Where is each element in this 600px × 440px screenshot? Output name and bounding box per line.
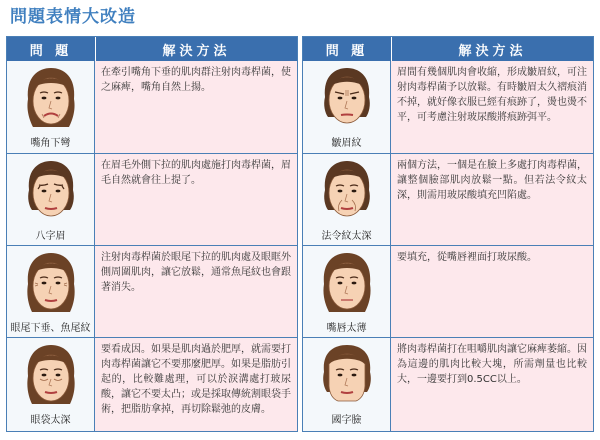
solution-text: 兩個方法，一個是在臉上多處打肉毒桿菌，讓整個臉部肌肉放鬆一點。但若法令紋太深，則需用玻尿酸填充凹陷處。: [391, 154, 593, 245]
problem-cell: [7, 61, 95, 153]
table-row: [303, 337, 593, 431]
problem-label: 八字眉: [35, 231, 66, 242]
right-table: [302, 36, 594, 432]
problem-label: 法令紋太深: [321, 231, 372, 242]
table-row: [303, 245, 593, 337]
problem-label: 嘴角下彎: [30, 138, 71, 149]
table-row: [303, 153, 593, 245]
face-mouth-corners-down-icon: [20, 65, 82, 133]
problem-cell: [303, 338, 391, 431]
face-drooping-brows-icon: [20, 158, 82, 226]
table-row: [7, 153, 297, 245]
face-thin-lips-icon: [316, 250, 378, 318]
problem-label: 眼袋太深: [30, 415, 71, 426]
face-eye-bags-icon: [20, 342, 82, 410]
problem-cell: [7, 338, 95, 431]
problem-label: 國字臉: [331, 415, 362, 426]
table-row: [7, 245, 297, 337]
problem-cell: [303, 154, 391, 245]
problem-cell: [303, 246, 391, 337]
solution-text: 要看成因。如果是肌肉過於肥厚，就需要打肉毒桿菌讓它不要那麼肥厚。如果是脂肪引起的，比較難處理，可以於淚溝處打玻尿酸，讓它不要太凸；或是採取傳統割眼袋手術，把脂肪拿掉，再切除鬆弛的皮膚。: [95, 338, 297, 431]
left-table: [6, 36, 298, 432]
table-row: [303, 61, 593, 153]
solution-text: 在牽引嘴角下垂的肌肉群注射肉毒桿菌，使之麻痺，嘴角自然上揚。: [95, 61, 297, 153]
right-table-header: [303, 37, 593, 61]
solution-text: 注射肉毒桿菌於眼尾下拉的肌肉處及眼眶外側周圍肌肉，讓它放鬆，通常魚尾紋也會跟著消失。: [95, 246, 297, 337]
solution-header: 解決方法: [162, 43, 231, 59]
solution-header: 解決方法: [458, 43, 527, 59]
solution-text: 要填充，從嘴唇裡面打玻尿酸。: [391, 246, 593, 337]
face-nasolabial-folds-icon: [316, 158, 378, 226]
problem-label: 嘴唇太薄: [326, 323, 367, 334]
table-row: [7, 337, 297, 431]
solution-text: 將肉毒桿菌打在咀嚼肌肉讓它麻痺萎縮。因為這邊的肌肉比較大塊，所需劑量也比較大，一邊要打到0.5CC以上。: [391, 338, 593, 431]
table-row: [7, 61, 297, 153]
solution-text: 眉間有幾個肌肉會收縮，形成皺眉紋，可注射肉毒桿菌予以放鬆。有時皺眉太久褶痕消不掉，就好像衣服已經有痕跡了，燙也燙不平，可考慮注射玻尿酸將痕跡弭平。: [391, 61, 593, 153]
problem-cell: [7, 246, 95, 337]
problem-cell: [303, 61, 391, 153]
problem-label: 皺眉紋: [331, 138, 362, 149]
problem-cell: [7, 154, 95, 245]
problem-header: 問 題: [7, 37, 96, 61]
left-table-header: [7, 37, 297, 61]
face-square-jaw-icon: [316, 342, 378, 410]
problem-label: 眼尾下垂、魚尾紋: [10, 323, 91, 334]
page-title: 問題表情大改造: [10, 7, 136, 27]
face-frown-lines-icon: [316, 65, 378, 133]
solution-text: 在眉毛外側下拉的肌肉處施打肉毒桿菌，眉毛自然就會往上提了。: [95, 154, 297, 245]
problem-header: 問 題: [303, 37, 392, 61]
face-crows-feet-icon: [20, 250, 82, 318]
